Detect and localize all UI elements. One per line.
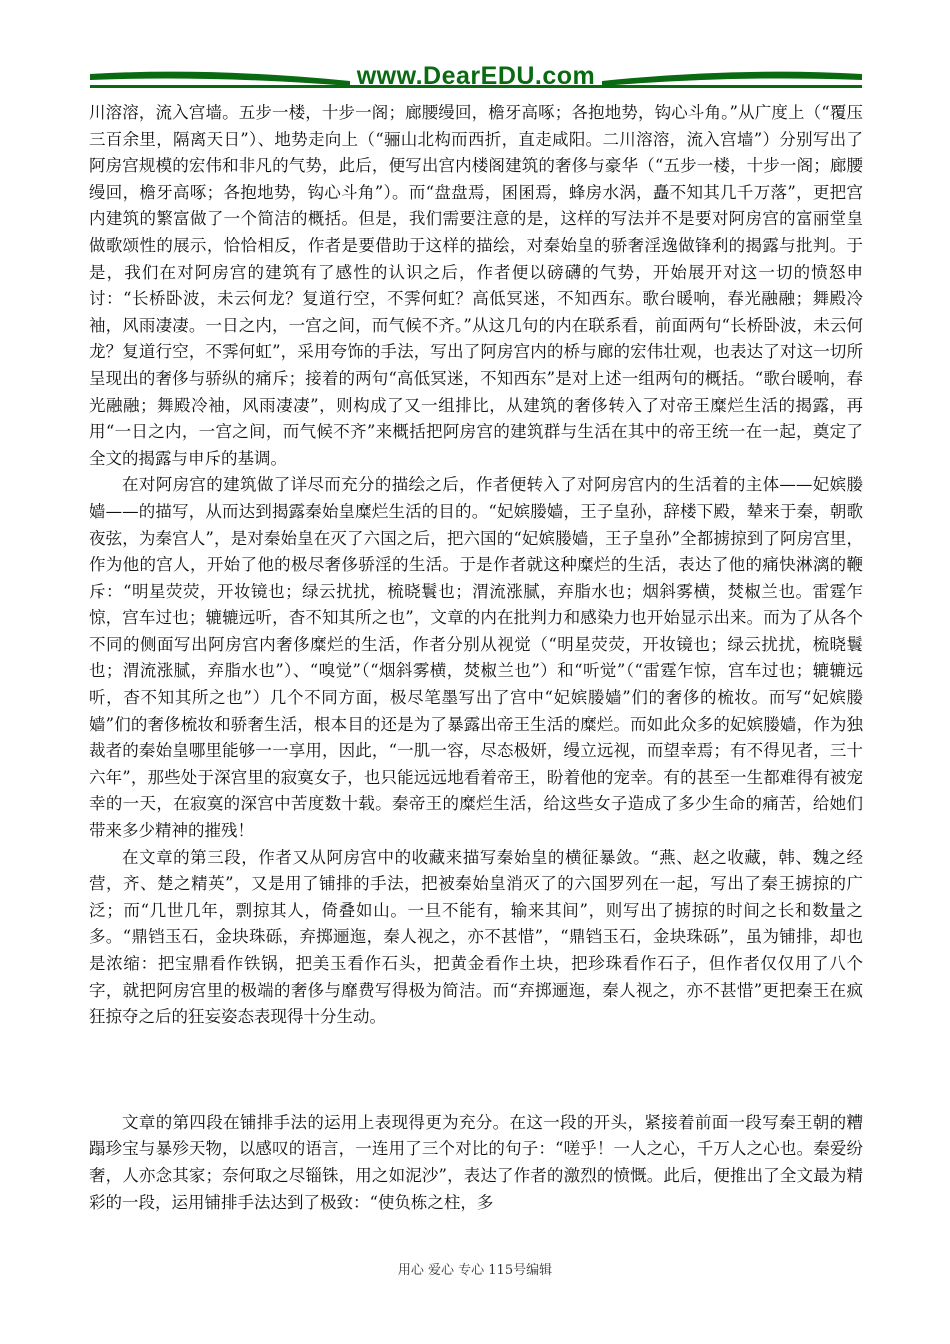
paragraph: 川溶溶，流入宫墙。五步一楼，十步一阁；廊腰缦回，檐牙高啄；各抱地势，钩心斗角。”从广度上（“覆压三百余里，隔离天日”）、地势走向上（“骊山北构而西折，直走咸阳。二川溶溶，流入宫墙”）分别写出了阿房宫规模的宏伟和非凡的气势，此后，便写出宫内楼阁建筑的奢侈与豪华（“五步一楼，十步一阁；廊腰缦回，檐牙高啄；各抱地势，钩心斗角”）。而“盘盘焉，囷囷焉，蜂房水涡，矗不知其几千万落”，更把宫内建筑的繁富做了一个简洁的概括。但是，我们需要注意的是，这样的写法并不是要对阿房宫的富丽堂皇做歌颂性的展示，恰恰相反，作者是要借助于这样的描绘，对秦始皇的骄奢淫逸做锋利的揭露与批判。于是，我们在对阿房宫的建筑有了感性的认识之后，作者便以磅礴的气势，开始展开对这一切的愤怒申讨：“长桥卧波，未云何龙？复道行空，不霁何虹？高低冥迷，不知西东。歌台暖响，春光融融；舞殿冷袖，风雨凄凄。一日之内，一宫之间，而气候不齐。”从这几句的内在联系看，前面两句“长桥卧波，未云何龙？复道行空，不霁何虹”，采用夸饰的手法，写出了阿房宫内的桥与廊的宏伟壮观，也表达了对这一切所呈现出的奢侈与骄纵的痛斥；接着的两句“高低冥迷，不知西东”是对上述一组两句的概括。“歌台暖响，春光融融；舞殿冷袖，风雨凄凄”，则构成了又一组排比，从建筑的奢侈转入了对帝王糜烂生活的揭露，再用“一日之内，一宫之间，而气候不齐”来概括把阿房宫的建筑群与生活在其中的帝王统一在一起，奠定了全文的揭露与申斥的基调。 [89,103,863,468]
site-header [88,58,864,98]
article-body [89,100,863,1216]
site-logo-text[interactable]: www.DearEDU.com [356,62,596,90]
paragraph: 文章的第四段在铺排手法的运用上表现得更为充分。在这一段的开头，紧接着前面一段写秦王朝的糟蹋珍宝与暴殄天物，以感叹的语言，一连用了三个对比的句子：“嗟乎！一人之心，千万人之心也。秦爱纷奢，人亦念其家；奈何取之尽锱铢，用之如泥沙”，表达了作者的激烈的愤慨。此后，便推出了全文最为精彩的一段，运用铺排手法达到了极致：“使负栋之柱，多 [89,1112,863,1212]
section-gap [89,1031,863,1110]
paragraph: 在对阿房宫的建筑做了详尽而充分的描绘之后，作者便转入了对阿房宫内的生活着的主体——妃嫔媵嫱——的描写，从而达到揭露秦始皇糜烂生活的目的。“妃嫔媵嫱，王子皇孙，辞楼下殿，辇来于秦，朝歌夜弦，为秦宫人”，是对秦始皇在灭了六国之后，把六国的“妃嫔媵嫱，王子皇孙”全都掳掠到了阿房宫里，作为他的宫人，开始了他的极尽奢侈骄淫的生活。于是作者就这种糜烂的生活，表达了他的痛快淋漓的鞭斥：“明星荧荧，开妆镜也；绿云扰扰，梳晓鬟也；渭流涨腻，弃脂水也；烟斜雾横，焚椒兰也。雷霆乍惊，宫车过也；辘辘远听，杳不知其所之也”，文章的内在批判力和感染力也开始显示出来。而为了从各个不同的侧面写出阿房宫内奢侈糜烂的生活，作者分别从视觉（“明星荧荧，开妆镜也；绿云扰扰，梳晓鬟也；渭流涨腻，弃脂水也”）、“嗅觉”（“烟斜雾横，焚椒兰也”）和“听觉”（“雷霆乍惊，宫车过也；辘辘远听，杳不知其所之也”）几个不同方面，极尽笔墨写出了宫中“妃嫔媵嫱”们的奢侈的梳妆。而写“妃嫔媵嫱”们的奢侈梳妆和骄奢生活，根本目的还是为了暴露出帝王生活的糜烂。而如此众多的妃嫔媵嫱，作为独裁者的秦始皇哪里能够一一享用，因此，“一肌一容，尽态极妍，缦立远视，而望幸焉；有不得见者，三十六年”，那些处于深宫里的寂寞女子，也只能远远地看着帝王，盼着他的宠幸。有的甚至一生都难得有被宠幸的一天，在寂寞的深宫中苦度数十载。秦帝王的糜烂生活，给这些女子造成了多少生命的痛苦，给她们带来多少精神的摧残！ [89,475,863,841]
page-footer: 用心 爱心 专心 115号编辑 [397,1263,553,1278]
paragraph: 在文章的第三段，作者又从阿房宫中的收藏来描写秦始皇的横征暴敛。“燕、赵之收藏，韩、魏之经营，齐、楚之精英”，又是用了铺排的手法，把被秦始皇消灭了的六国罗列在一起，写出了秦王掳掠的广泛；而“几世几年，剽掠其人，倚叠如山。一旦不能有，输来其间”，则写出了掳掠的时间之长和数量之多。“鼎铛玉石，金块珠砾，弃掷逦迤，秦人视之，亦不甚惜”，“鼎铛玉石，金块珠砾”，虽为铺排，却也是浓缩：把宝鼎看作铁锅，把美玉看作石头，把黄金看作土块，把珍珠看作石子，但作者仅仅用了八个字，就把阿房宫里的极端的奢侈与靡费写得极为简洁。而“弃掷逦迤，秦人视之，亦不甚惜”更把秦王在疯狂掠夺之后的狂妄姿态表现得十分生动。 [89,847,863,1027]
